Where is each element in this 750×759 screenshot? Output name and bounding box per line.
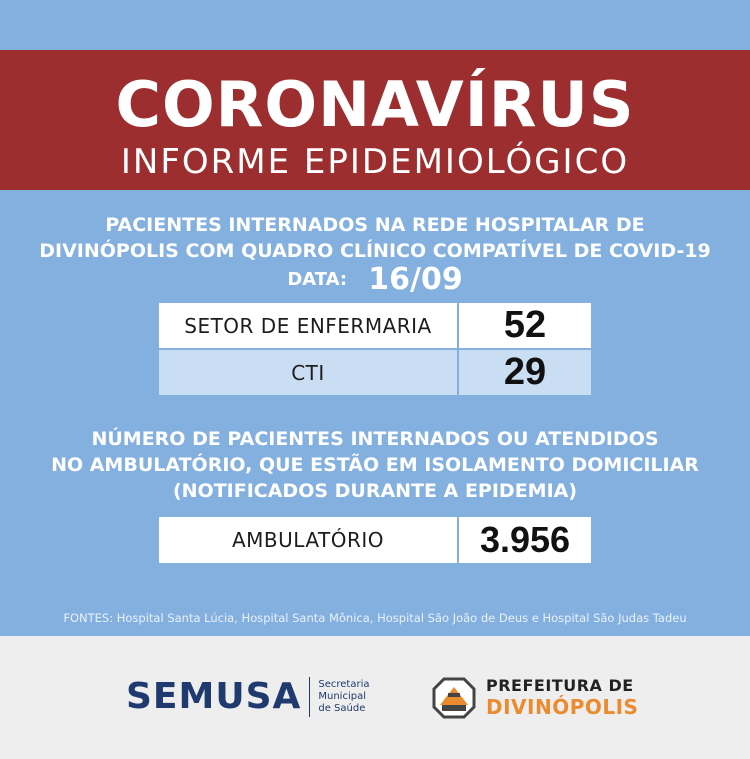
table-row	[159, 303, 591, 348]
semusa-description	[318, 679, 369, 715]
ambulatory-heading-line3: (NOTIFICADOS DURANTE A EPIDEMIA)	[172, 480, 578, 502]
semusa-logo	[126, 676, 369, 717]
prefeitura-text	[486, 676, 638, 719]
date-label: DATA:	[287, 269, 348, 290]
ambulatory-heading-line2: NO AMBULATÓRIO, QUE ESTÃO EM ISOLAMENTO DOMICILIAR	[51, 454, 699, 476]
semusa-divider	[309, 677, 310, 717]
ambulatory-label: AMBULATÓRIO	[159, 517, 457, 563]
hospital-heading-line1: PACIENTES INTERNADOS NA REDE HOSPITALAR DE	[105, 214, 645, 236]
table-row	[159, 517, 591, 563]
hospital-heading	[0, 212, 750, 264]
top-strip	[0, 0, 750, 50]
ward-label: SETOR DE ENFERMARIA	[159, 303, 457, 348]
ambulatory-value: 3.956	[457, 517, 591, 563]
icu-value: 29	[457, 350, 591, 395]
prefeitura-line2: DIVINÓPOLIS	[486, 695, 639, 719]
table-row	[159, 350, 591, 395]
banner-subtitle: INFORME EPIDEMIOLÓGICO	[120, 142, 630, 182]
ambulatory-table	[159, 517, 591, 563]
hospital-heading-line2: DIVINÓPOLIS COM QUADRO CLÍNICO COMPATÍVEL DE COVID-19	[39, 240, 711, 262]
semusa-desc-line3: de Saúde	[318, 702, 366, 714]
icu-label: CTI	[159, 350, 457, 395]
semusa-desc-line1: Secretaria	[318, 678, 370, 690]
ambulatory-heading	[0, 426, 750, 504]
sources-note: FONTES: Hospital Santa Lúcia, Hospital Santa Mônica, Hospital São João de Deus e Hospital São Judas Tadeu	[63, 611, 687, 625]
prefeitura-logo	[432, 676, 638, 719]
banner-title: CORONAVÍRUS	[115, 68, 635, 141]
semusa-name: SEMUSA	[126, 676, 302, 717]
ambulatory-heading-line1: NÚMERO DE PACIENTES INTERNADOS OU ATENDIDOS	[91, 428, 659, 450]
semusa-desc-line2: Municipal	[318, 690, 366, 702]
header-banner	[0, 50, 750, 190]
prefeitura-line1: PREFEITURA DE	[486, 676, 634, 695]
hospital-table	[159, 303, 591, 395]
date-value: 16/09	[368, 262, 463, 297]
city-crest-icon	[432, 677, 476, 719]
ward-value: 52	[457, 303, 591, 348]
date-row	[0, 262, 750, 297]
footer	[0, 636, 750, 759]
